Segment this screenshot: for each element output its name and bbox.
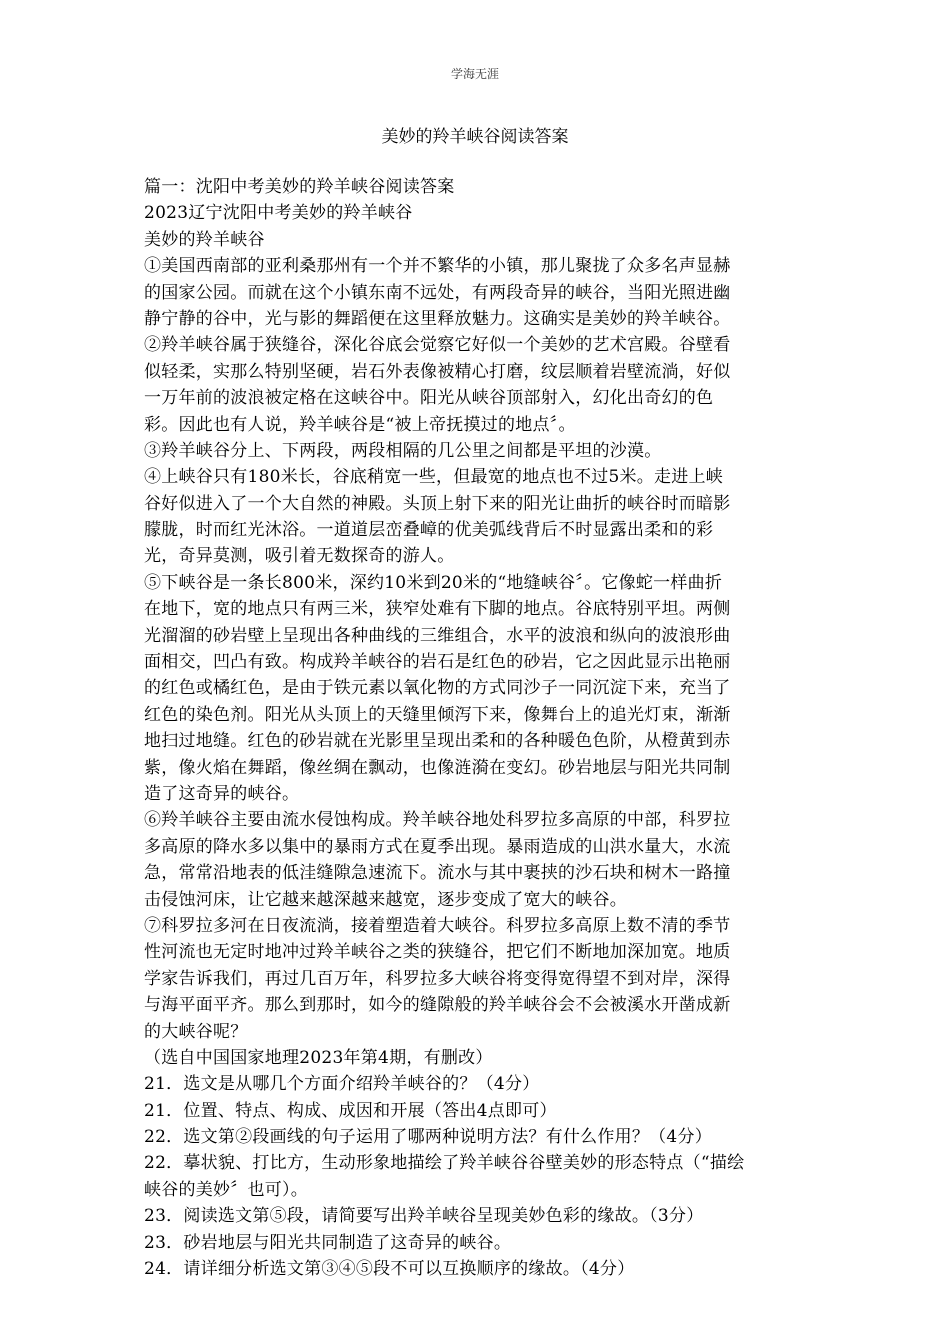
qa-item [144,1203,814,1229]
paragraph-line: 造了这奇异的峡谷。 [144,783,300,804]
qa-item [144,1256,814,1282]
paragraph-line: 的大峡谷呢？ [144,1021,248,1042]
paragraph-line: 击侵蚀河床，让它越来越深越来越宽，逐步变成了宽大的峡谷。 [144,889,627,910]
paragraph [144,913,814,1045]
paragraph [144,464,814,570]
paragraph-line: 朦胧，时而红光沐浴。一道道层峦叠嶂的优美弧线背后不时显露出柔和的彩 [144,520,714,541]
qa-item [144,1230,814,1256]
paragraph-line: 光，奇异莫测，吸引着无数探奇的游人。 [144,546,455,567]
qa-item-line: 23．砂岩地层与阳光共同制造了这奇异的峡谷。 [144,1232,512,1253]
section-heading: 篇一：沈阳中考美妙的羚羊峡谷阅读答案 [144,177,455,197]
qa-item-line: 峡谷的美妙〞也可）。 [144,1179,308,1200]
page-header: 学海无涯 [450,67,499,81]
document-body [144,174,814,1282]
paragraph-line: ⑦科罗拉多河在日夜流淌，接着塑造着大峡谷。科罗拉多高原上数不清的季节 [144,915,731,936]
paragraph-line: 彩。因此也有人说，羚羊峡谷是“被上帝抚摸过的地点〞。 [144,414,576,435]
qa-item-line: 22．选文第②段画线的句子运用了哪两种说明方法？有什么作用？（4分） [144,1127,712,1148]
paragraph-line: ④上峡谷只有180米长，谷底稍宽一些，但最宽的地点也不过5米。走进上峡 [144,467,724,488]
qa-item-line: 23．阅读选文第⑤段，请简要写出羚羊峡谷呈现美妙色彩的缘故。（3分） [144,1206,704,1227]
qa-item [144,1124,814,1150]
paragraph [144,438,814,464]
paragraph-line: 一万年前的波浪被定格在这峡谷中。阳光从峡谷顶部射入，幻化出奇幻的色 [144,388,714,409]
paragraph [144,570,814,808]
qa-item [144,1071,814,1097]
qa-item-line: 24．请详细分析选文第③④⑤段不可以互换顺序的缘故。（4分） [144,1259,635,1280]
paragraph-line: 急，常常沿地表的低洼缝隙急速流下。流水与其中裹挟的沙石块和树木一路撞 [144,863,731,884]
paragraph-line: 谷好似进入了一个大自然的神殿。头顶上射下来的阳光让曲折的峡谷时而暗影 [144,493,731,514]
paragraph-line: 学家告诉我们，再过几百万年，科罗拉多大峡谷将变得宽得望不到对岸，深得 [144,968,731,989]
paragraph-line: 地扫过地缝。红色的砂岩就在光影里呈现出柔和的各种暖色色阶，从橙黄到赤 [144,731,731,752]
paragraph-line: 光溜溜的砂岩壁上呈现出各种曲线的三维组合，水平的波浪和纵向的波浪形曲 [144,625,731,646]
paragraph-line: ⑥羚羊峡谷主要由流水侵蚀构成。羚羊峡谷地处科罗拉多高原的中部，科罗拉 [144,810,731,831]
paragraph-line: 似轻柔，实那么特别坚硬，岩石外表像被精心打磨，纹层顺着岩壁流淌，好似 [144,361,731,382]
paragraph-line: 的国家公园。而就在这个小镇东南不远处，有两段奇异的峡谷，当阳光照进幽 [144,282,731,303]
question-answer-list [144,1071,814,1282]
paragraph-line: 在地下，宽的地点只有两三米，狭窄处难有下脚的地点。谷底特别平坦。两侧 [144,599,731,620]
paragraph-line: ③羚羊峡谷分上、下两段，两段相隔的几公里之间都是平坦的沙漠。 [144,440,662,461]
paragraph-line: 性河流也无定时地冲过羚羊峡谷之类的狭缝谷，把它们不断地加深加宽。地质 [144,942,731,963]
paragraph-line: 紫，像火焰在舞蹈，像丝绸在飘动，也像涟漪在变幻。砂岩地层与阳光共同制 [144,757,731,778]
paragraph-line: 红色的染色剂。阳光从头顶上的天缝里倾泻下来，像舞台上的追光灯束，渐渐 [144,704,731,725]
paragraph-line: 多高原的降水多以集中的暴雨方式在夏季出现。暴雨造成的山洪水量大，水流 [144,836,731,857]
paragraph [144,807,814,913]
paragraph [144,332,814,438]
paragraph [144,253,814,332]
article-paragraphs [144,253,814,1045]
article-title: 美妙的羚羊峡谷 [144,229,265,250]
paragraph-line: ⑤下峡谷是一条长800米，深约10米到20米的“地缝峡谷〞。它像蛇一样曲折 [144,572,723,593]
article-subheading: 2023辽宁沈阳中考美妙的羚羊峡谷 [144,203,413,224]
paragraph-line: ①美国西南部的亚利桑那州有一个并不繁华的小镇，那儿聚拢了众多名声显赫 [144,256,731,277]
paragraph-line: 与海平面平齐。那么到那时，如今的缝隙般的羚羊峡谷会不会被溪水开凿成新 [144,995,731,1016]
qa-item-line: 21．位置、特点、构成、成因和开展（答出4点即可） [144,1100,557,1121]
paragraph-line: 静宁静的谷中，光与影的舞蹈便在这里释放魅力。这确实是美妙的羚羊峡谷。 [144,308,731,329]
paragraph-line: ②羚羊峡谷属于狭缝谷，深化谷底会觉察它好似一个美妙的艺术宫殿。谷壁看 [144,335,731,356]
qa-item [144,1098,814,1124]
qa-item-line: 21．选文是从哪几个方面介绍羚羊峡谷的？（4分） [144,1074,540,1095]
qa-item [144,1150,814,1203]
qa-item-line: 22．摹状貌、打比方，生动形象地描绘了羚羊峡谷谷壁美妙的形态特点（“描绘 [144,1153,745,1174]
source-citation: （选自中国国家地理2023年第4期，有删改） [144,1047,493,1068]
paragraph-line: 面相交，凹凸有致。构成羚羊峡谷的岩石是红色的砂岩，它之因此显示出艳丽 [144,652,731,673]
paragraph-line: 的红色或橘红色，是由于铁元素以氧化物的方式同沙子一同沉淀下来，充当了 [144,678,731,699]
document-title: 美妙的羚羊峡谷阅读答案 [381,127,569,147]
